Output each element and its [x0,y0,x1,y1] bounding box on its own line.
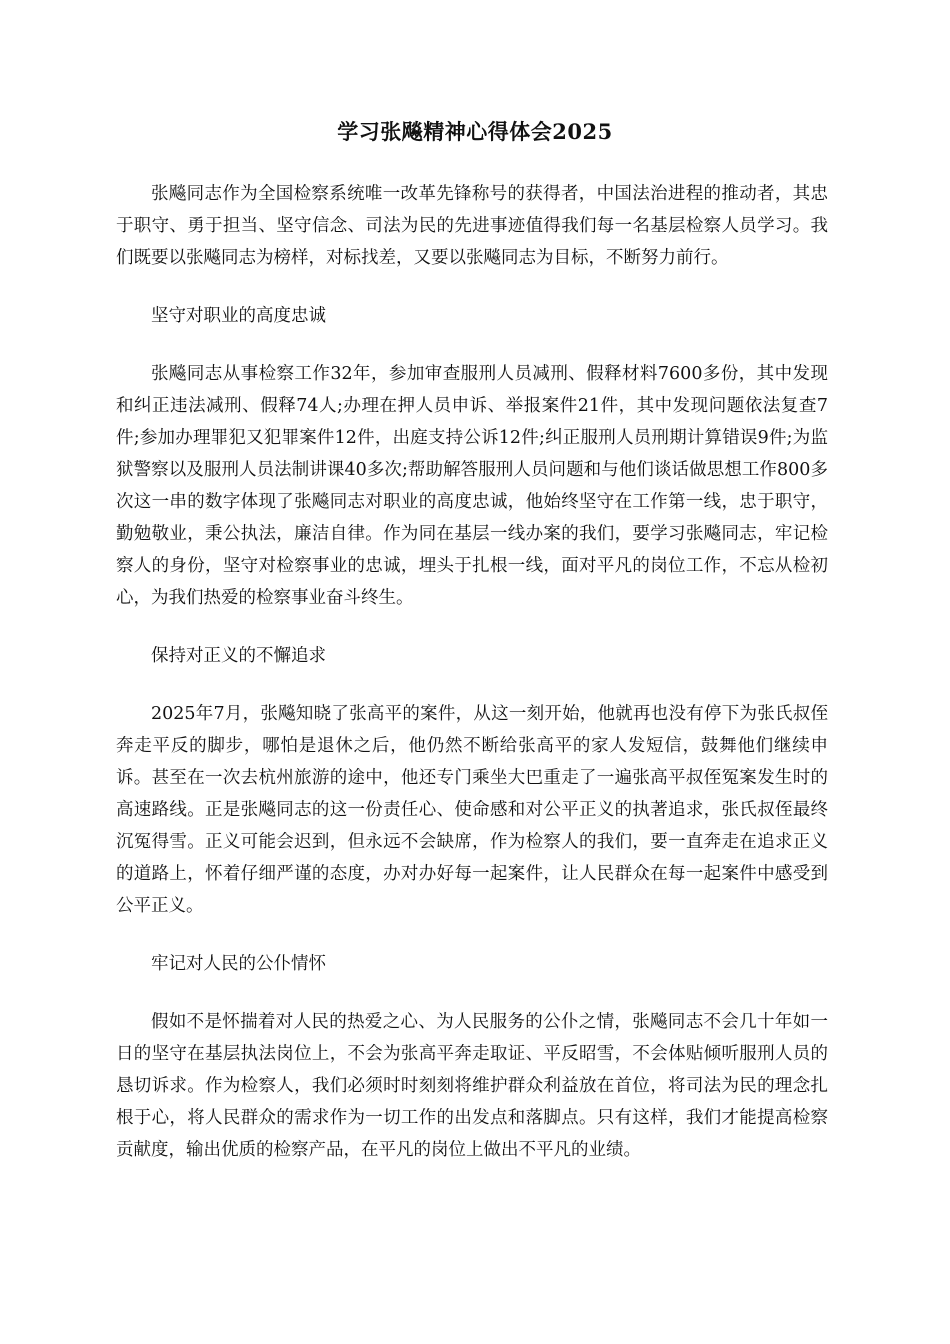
section-heading-justice: 保持对正义的不懈追求 [151,646,326,666]
justice-paragraph: 2025年7月，张飚知晓了张高平的案件，从这一刻开始，他就再也没有停下为张氏叔侄奔走平反的脚步，哪怕是退休之后，他仍然不断给张高平的家人发短信，鼓舞他们继续申诉。甚至在一次去杭州旅游的途中，他还专门乘坐大巴重走了一遍张高平叔侄冤案发生时的高速路线。正是张飚同志的这一份责任心、使命感和对公平正义的执著追求，张氏叔侄最终沉冤得雪。正义可能会迟到，但永远不会缺席，作为检察人的我们，要一直奔走在追求正义的道路上，怀着仔细严谨的态度，办对办好每一起案件，让人民群众在每一起案件中感受到公平正义。 [116,704,828,916]
people-paragraph: 假如不是怀揣着对人民的热爱之心、为人民服务的公仆之情，张飚同志不会几十年如一日的坚守在基层执法岗位上，不会为张高平奔走取证、平反昭雪，不会体贴倾听服刑人员的恳切诉求。作为检察人，我们必须时时刻刻将维护群众利益放在首位，将司法为民的理念扎根于心，将人民群众的需求作为一切工作的出发点和落脚点。只有这样，我们才能提高检察贡献度，输出优质的检察产品，在平凡的岗位上做出不平凡的业绩。 [116,1012,828,1160]
document-body [116,178,828,1192]
section-heading-people: 牢记对人民的公仆情怀 [151,954,326,974]
intro-paragraph: 张飚同志作为全国检察系统唯一改革先锋称号的获得者，中国法治进程的推动者，其忠于职守、勇于担当、坚守信念、司法为民的先进事迹值得我们每一名基层检察人员学习。我们既要以张飚同志为榜样，对标找差，又要以张飚同志为目标，不断努力前行。 [116,184,828,268]
document-title: 学习张飚精神心得体会2025 [337,119,613,144]
loyalty-paragraph: 张飚同志从事检察工作32年，参加审查服刑人员减刑、假释材料7600多份，其中发现和纠正违法减刑、假释74人;办理在押人员申诉、举报案件21件，其中发现问题依法复查7件;参加办理罪犯又犯罪案件12件，出庭支持公诉12件;纠正服刑人员刑期计算错误9件;为监狱警察以及服刑人员法制讲课40多次;帮助解答服刑人员问题和与他们谈话做思想工作800多次这一串的数字体现了张飚同志对职业的高度忠诚，他始终坚守在工作第一线，忠于职守，勤勉敬业，秉公执法，廉洁自律。作为同在基层一线办案的我们，要学习张飚同志，牢记检察人的身份，坚守对检察事业的忠诚，埋头于扎根一线，面对平凡的岗位工作，不忘从检初心，为我们热爱的检察事业奋斗终生。 [116,364,828,608]
section-heading-loyalty: 坚守对职业的高度忠诚 [151,306,326,326]
